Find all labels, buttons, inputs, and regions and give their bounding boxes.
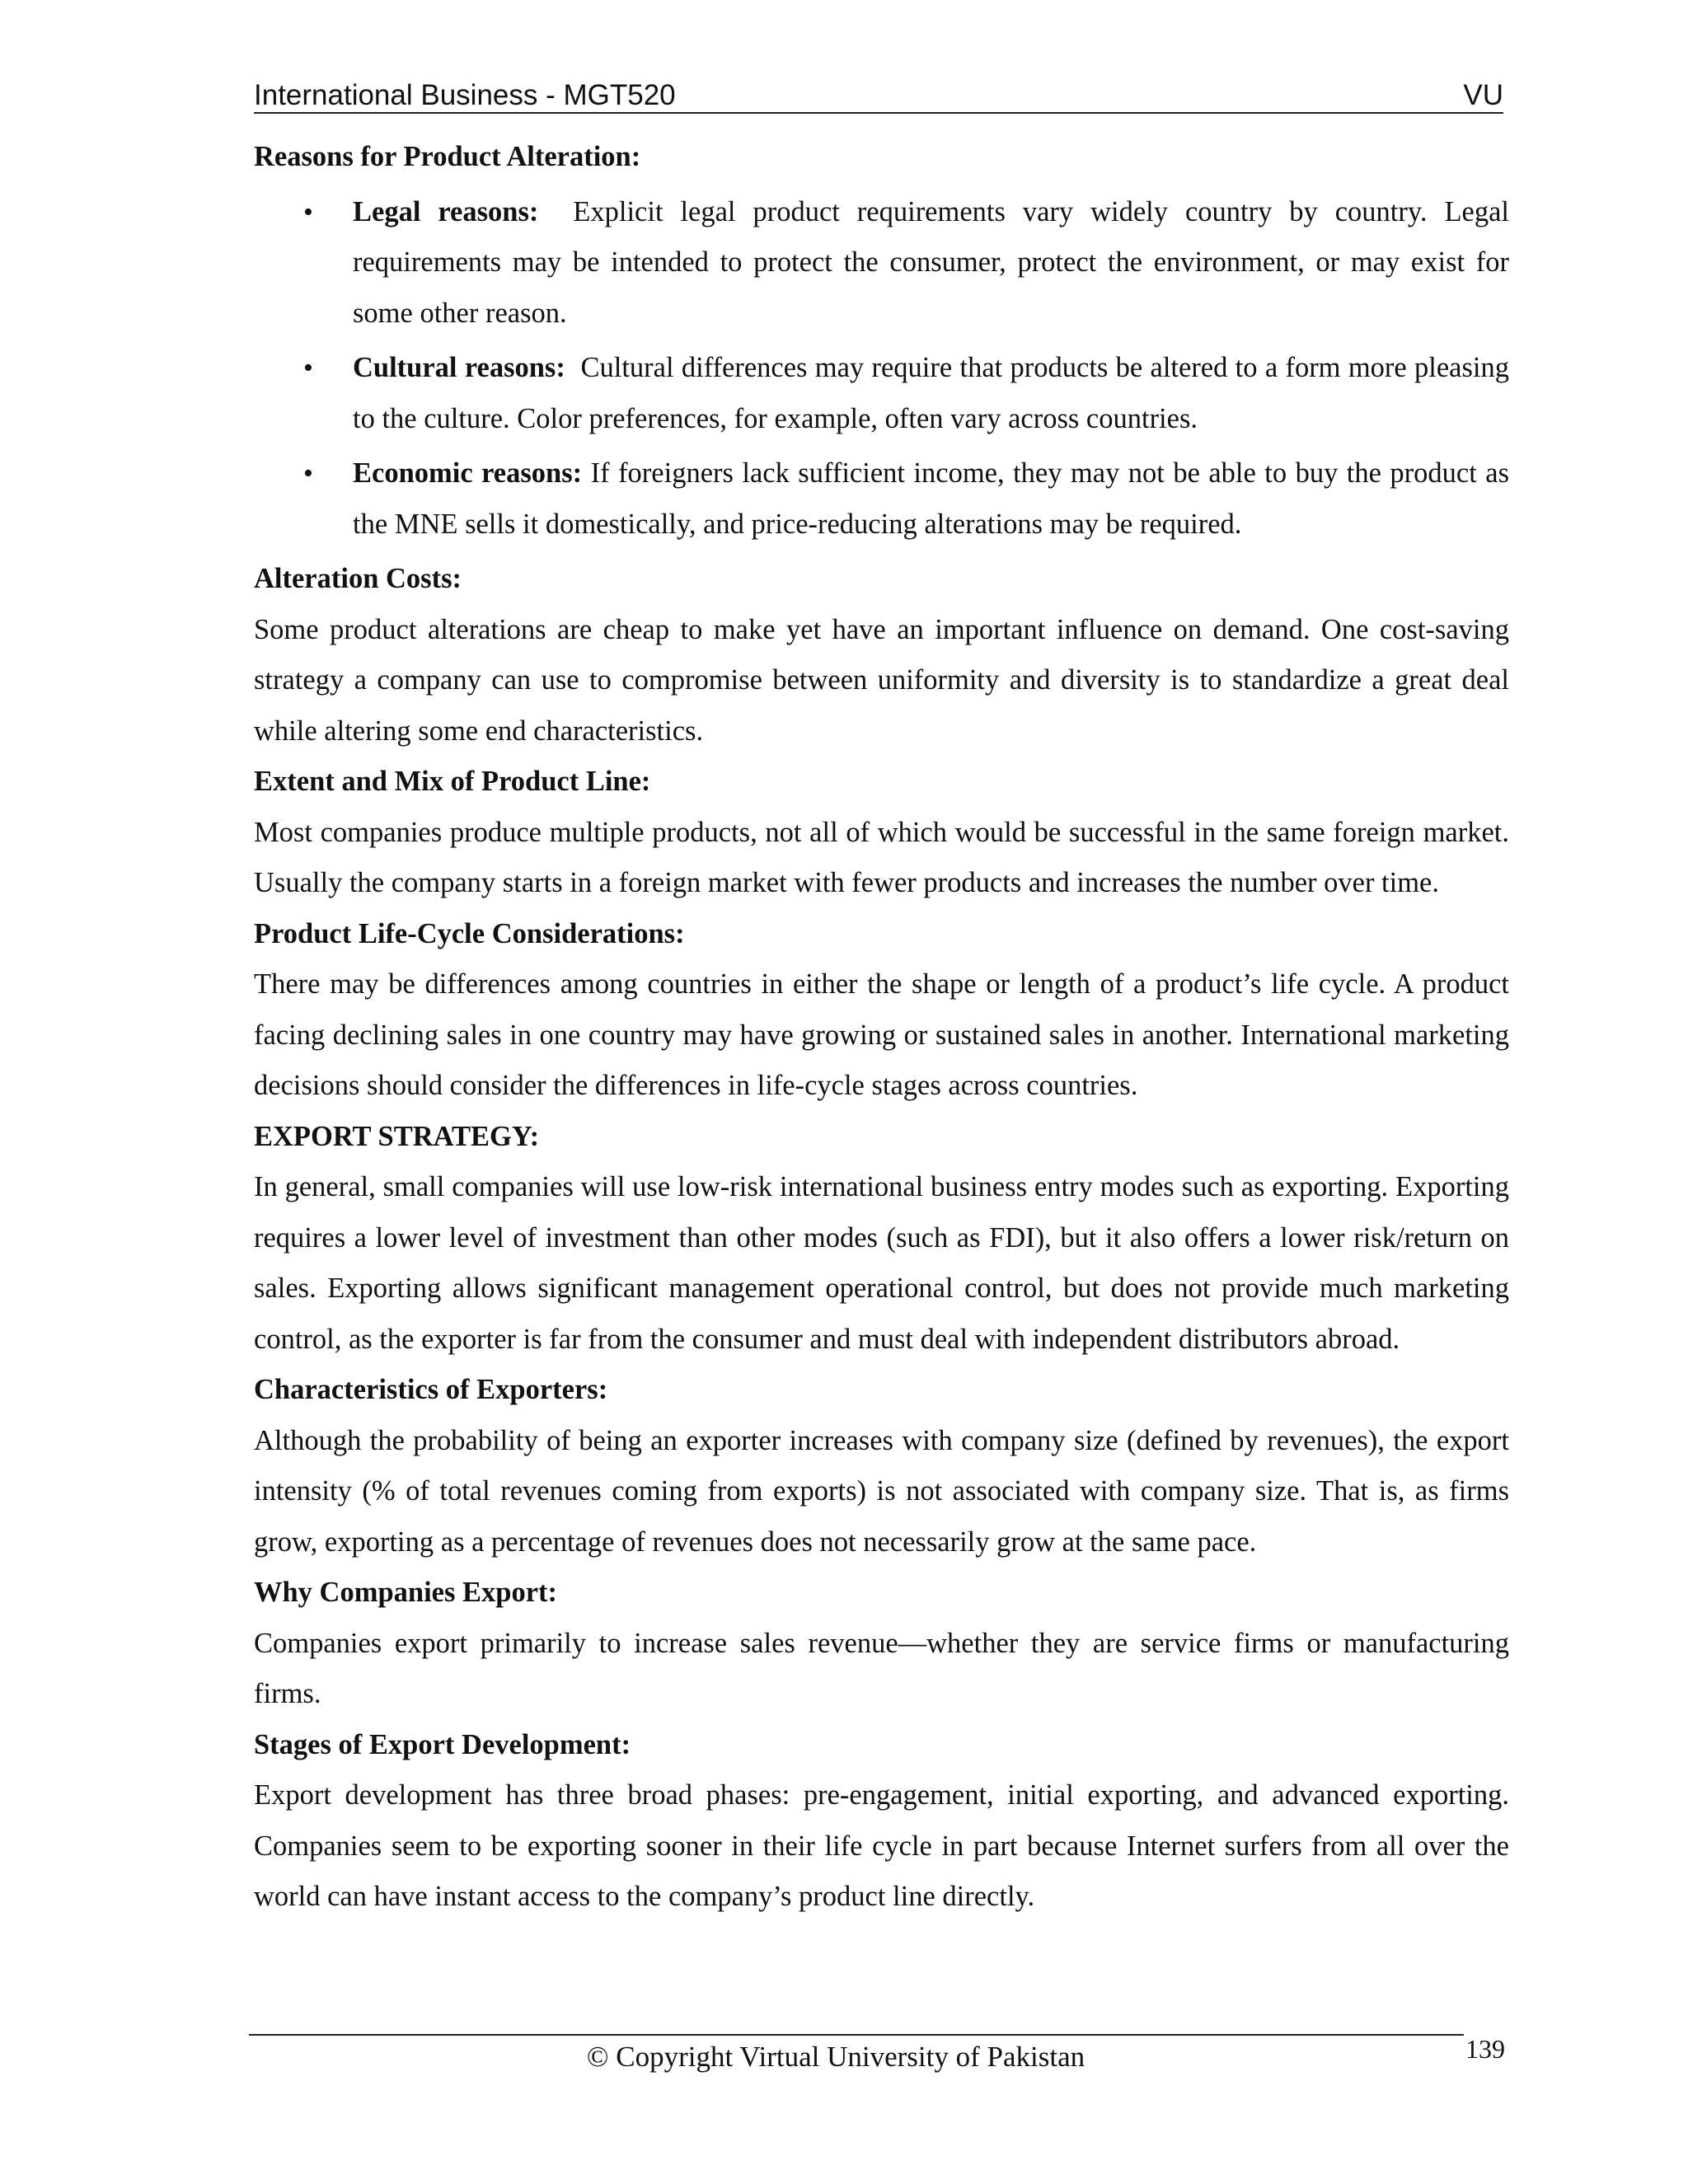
paragraph-stages: Export development has three broad phases: pre-engagement, initial exporting, and advanced exporting. Companies seem to be exporting sooner in their life cycle in part because Internet surfers from all over the world can have instant access to the company’s product line directly.: [254, 1779, 1509, 1912]
section-heading-life-cycle: Product Life-Cycle Considerations:: [254, 917, 685, 949]
institution-abbrev: VU: [1463, 79, 1503, 111]
bullet-icon: •: [303, 458, 313, 489]
copyright-text: © Copyright Virtual University of Pakistan: [586, 2041, 1085, 2073]
list-item: [254, 448, 1509, 550]
list-item: [254, 343, 1509, 444]
bullet-term: Legal reasons:: [353, 195, 539, 227]
bullet-text: Cultural differences may require that products be altered to a form more pleasing to the culture. Color preferences, for example, often vary across countries.: [353, 352, 1509, 434]
bullet-icon: •: [303, 353, 313, 383]
list-item: [254, 187, 1509, 340]
footer-divider: [249, 2034, 1464, 2036]
footer-copyright: [0, 2041, 1688, 2074]
page-header: [254, 76, 1503, 114]
bullet-text: Explicit legal product requirements vary widely country by country. Legal requirements may be intended to protect the consumer, protect the environment, or may exist for some other reason.: [353, 195, 1509, 329]
bullet-icon: •: [303, 196, 313, 227]
section-heading-characteristics: Characteristics of Exporters:: [254, 1374, 608, 1405]
paragraph-export-strategy: In general, small companies will use low-risk international business entry modes such as exporting. Exporting requires a lower level of investment than other modes (such as FDI), but it also offers a lower risk/return on sales. Exporting allows significant management operational control, but does not provide much marketing control, as the exporter is far from the consumer and must deal with independent distributors abroad.: [254, 1171, 1509, 1355]
paragraph-why-export: Companies export primarily to increase sales revenue—whether they are service firms or manufacturing firms.: [254, 1627, 1509, 1709]
reasons-list: [254, 187, 1509, 551]
course-title: International Business - MGT520: [254, 79, 676, 111]
paragraph-characteristics: Although the probability of being an exporter increases with company size (defined by revenues), the export intensity (% of total revenues coming from exports) is not associated with company size. That is, as firms grow, exporting as a percentage of revenues does not necessarily grow at the same pace.: [254, 1424, 1509, 1558]
bullet-term: Economic reasons:: [353, 457, 583, 489]
paragraph-extent-mix: Most companies produce multiple products, not all of which would be successful in the same foreign market. Usually the company starts in a foreign market with fewer products and increases the number over time.: [254, 816, 1509, 898]
paragraph-life-cycle: There may be differences among countries in either the shape or length of a product’s life cycle. A product facing declining sales in one country may have growing or sustained sales in another. International marketing decisions should consider the differences in life-cycle stages across countries.: [254, 968, 1509, 1101]
section-heading-alteration-costs: Alteration Costs:: [254, 563, 462, 594]
bullet-term: Cultural reasons:: [353, 352, 565, 383]
bullet-text: If foreigners lack sufficient income, they may not be able to buy the product as the MNE sells it domestically, and price-reducing alterations may be required.: [353, 457, 1510, 540]
page-content: [254, 132, 1509, 1923]
page-number: 139: [1465, 2034, 1505, 2064]
paragraph-alteration-costs: Some product alterations are cheap to make yet have an important influence on demand. One cost-saving strategy a company can use to compromise between uniformity and diversity is to standardize a great deal while altering some end characteristics.: [254, 613, 1509, 747]
section-heading-reasons: Reasons for Product Alteration:: [254, 141, 641, 172]
section-heading-extent-mix: Extent and Mix of Product Line:: [254, 766, 651, 797]
section-heading-export-strategy: EXPORT STRATEGY:: [254, 1120, 540, 1152]
section-heading-stages: Stages of Export Development:: [254, 1728, 631, 1760]
section-heading-why-export: Why Companies Export:: [254, 1577, 558, 1608]
